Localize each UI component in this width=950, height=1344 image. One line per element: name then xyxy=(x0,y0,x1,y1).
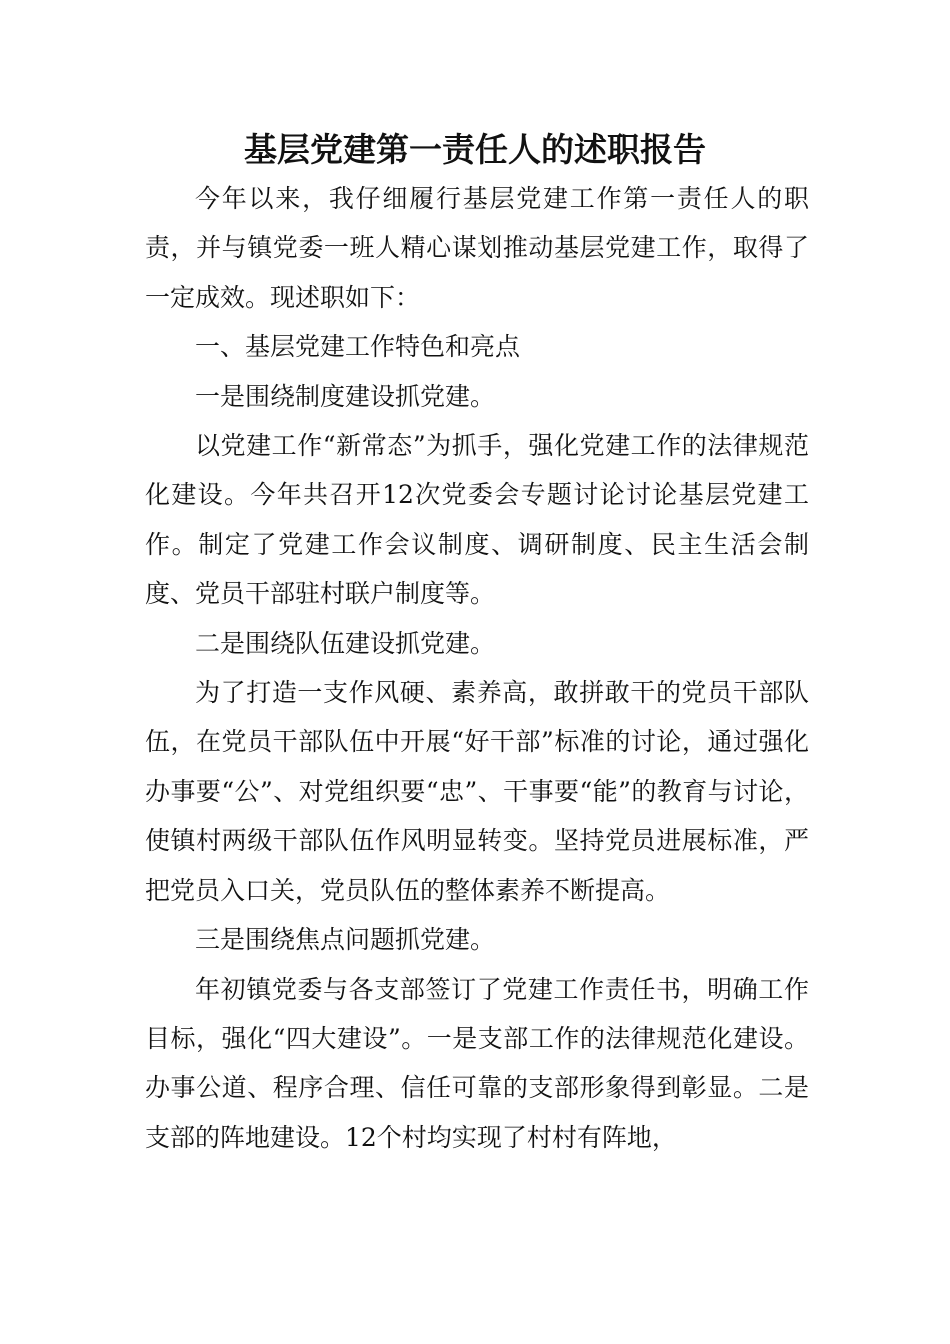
document-body xyxy=(145,174,809,1162)
document-title: 基层党建第一责任人的述职报告 xyxy=(244,130,706,169)
subheading-2: 二是围绕队伍建设抓党建。 xyxy=(195,628,496,658)
paragraph-focus-issues: 年初镇党委与各支部签订了党建工作责任书，明确工作目标，强化“四大建设”。一是支部工作的法律规范化建设。办事公道、程序合理、信任可靠的支部形象得到彰显。二是支部的阵地建设。12个村均实现了村村有阵地， xyxy=(145,974,809,1152)
paragraph-intro: 今年以来，我仔细履行基层党建工作第一责任人的职责，并与镇党委一班人精心谋划推动基层党建工作，取得了一定成效。现述职如下： xyxy=(145,184,809,312)
section-heading-1: 一、基层党建工作特色和亮点 xyxy=(195,332,521,362)
paragraph-team-building: 为了打造一支作风硬、素养高，敢拼敢干的党员干部队伍，在党员干部队伍中开展“好干部”标准的讨论，通过强化办事要“公”、对党组织要“忠”、干事要“能”的教育与讨论，使镇村两级干部队伍作风明显转变。坚持党员进展标准，严把党员入口关，党员队伍的整体素养不断提高。 xyxy=(145,678,809,905)
subheading-1: 一是围绕制度建设抓党建。 xyxy=(195,381,496,411)
subheading-3: 三是围绕焦点问题抓党建。 xyxy=(195,925,496,955)
paragraph-system-building: 以党建工作“新常态”为抓手，强化党建工作的法律规范化建设。今年共召开12次党委会专题讨论讨论基层党建工作。制定了党建工作会议制度、调研制度、民主生活会制度、党员干部驻村联户制度等。 xyxy=(145,431,809,609)
